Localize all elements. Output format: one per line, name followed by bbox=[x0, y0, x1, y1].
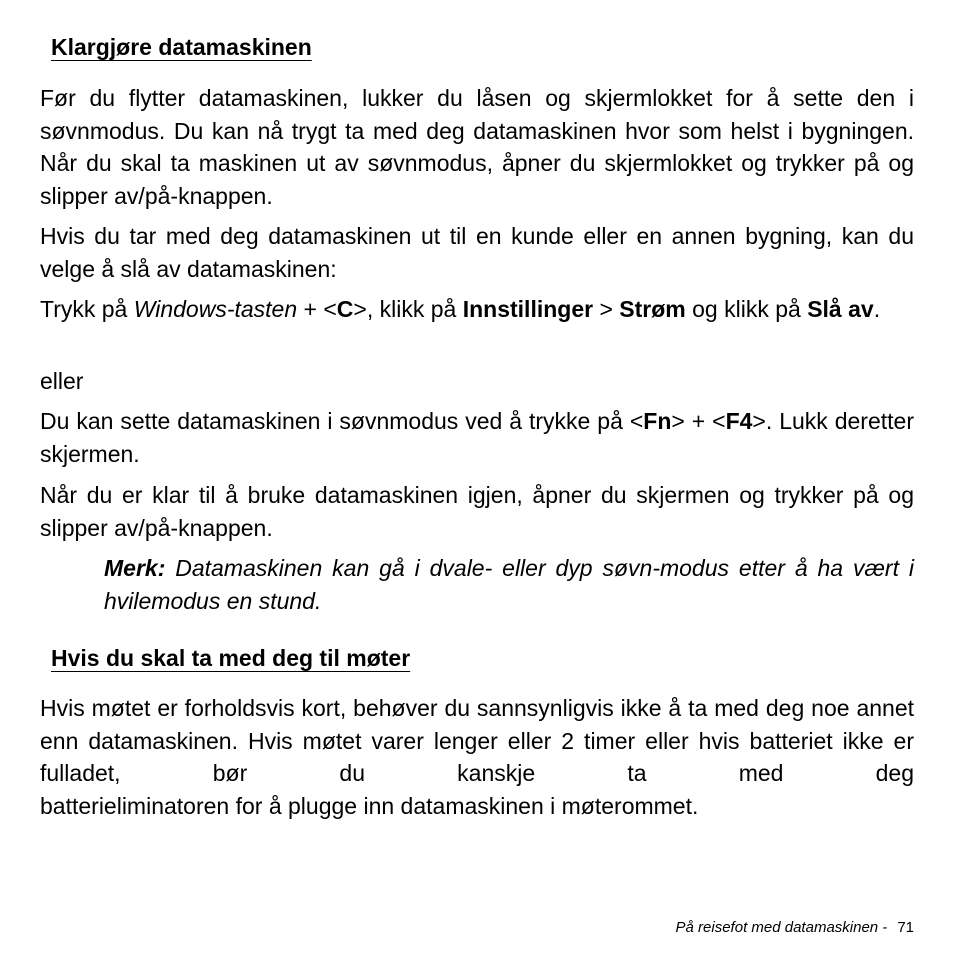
text-run: Trykk på bbox=[40, 296, 134, 322]
text-run: >. Lukk deretter skjermen. bbox=[40, 408, 914, 467]
footer-title: På reisefot med datamaskinen - bbox=[675, 919, 888, 936]
note-label: Merk: bbox=[104, 555, 166, 581]
shutdown-label: Slå av bbox=[807, 296, 874, 322]
windows-key-label: Windows-tasten bbox=[133, 296, 298, 322]
paragraph-or: eller bbox=[40, 368, 84, 394]
paragraph-resume: Når du er klar til å bruke datamaskinen igjen, åpner du skjermen og trykker på og slipper av/på-knappen. bbox=[40, 482, 914, 541]
note-text: Datamaskinen kan gå i dvale- eller dyp søvn-modus etter å ha vært i hvilemodus en stund. bbox=[104, 555, 914, 614]
paragraph-meetings: Hvis møtet er forholdsvis kort, behøver du sannsynligvis ikke å ta med deg noe annet enn datamaskinen. Hvis møtet varer lenger eller 2 timer eller hvis batteriet ikke er fulladet, bør du kanskje ta med deg bbox=[40, 695, 914, 786]
text-run: Du kan sette datamaskinen i søvnmodus ved å trykke på < bbox=[40, 408, 644, 434]
paragraph-move-computer: Før du flytter datamaskinen, lukker du låsen og skjermlokket for å sette den i søvnmodus. Du kan nå trygt ta med deg datamaskinen hvor som helst i bygningen. Når du skal ta maskinen ut av søvnmodus, åpner du skjermlokket og trykker på og slipper av/på-knappen. bbox=[40, 85, 914, 209]
key-fn-label: Fn bbox=[643, 408, 672, 434]
paragraph-shutdown-intro: Hvis du tar med deg datamaskinen ut til en kunde eller en annen bygning, kan du velge å slå av datamaskinen: bbox=[40, 223, 914, 282]
note-hibernate bbox=[104, 552, 914, 617]
page-footer bbox=[676, 918, 914, 938]
power-label: Strøm bbox=[619, 296, 686, 322]
key-c-label: C bbox=[336, 296, 354, 322]
settings-label: Innstillinger bbox=[462, 296, 594, 322]
section-heading-preparing: Klargjøre datamaskinen bbox=[51, 34, 312, 60]
text-run: . bbox=[873, 296, 881, 322]
text-run: og klikk på bbox=[685, 296, 808, 322]
page-number: 71 bbox=[897, 919, 914, 936]
paragraph-sleep-mode bbox=[40, 405, 914, 470]
section-heading-meetings: Hvis du skal ta med deg til møter bbox=[51, 645, 411, 671]
text-run: > bbox=[593, 296, 620, 322]
text-run: + < bbox=[297, 296, 337, 322]
key-f4-label: F4 bbox=[725, 408, 753, 434]
paragraph-shutdown-steps bbox=[40, 293, 914, 326]
text-run: >, klikk på bbox=[353, 296, 463, 322]
text-run: > + < bbox=[671, 408, 726, 434]
paragraph-meetings-last-line: batterieliminatoren for å plugge inn datamaskinen i møterommet. bbox=[40, 793, 699, 819]
